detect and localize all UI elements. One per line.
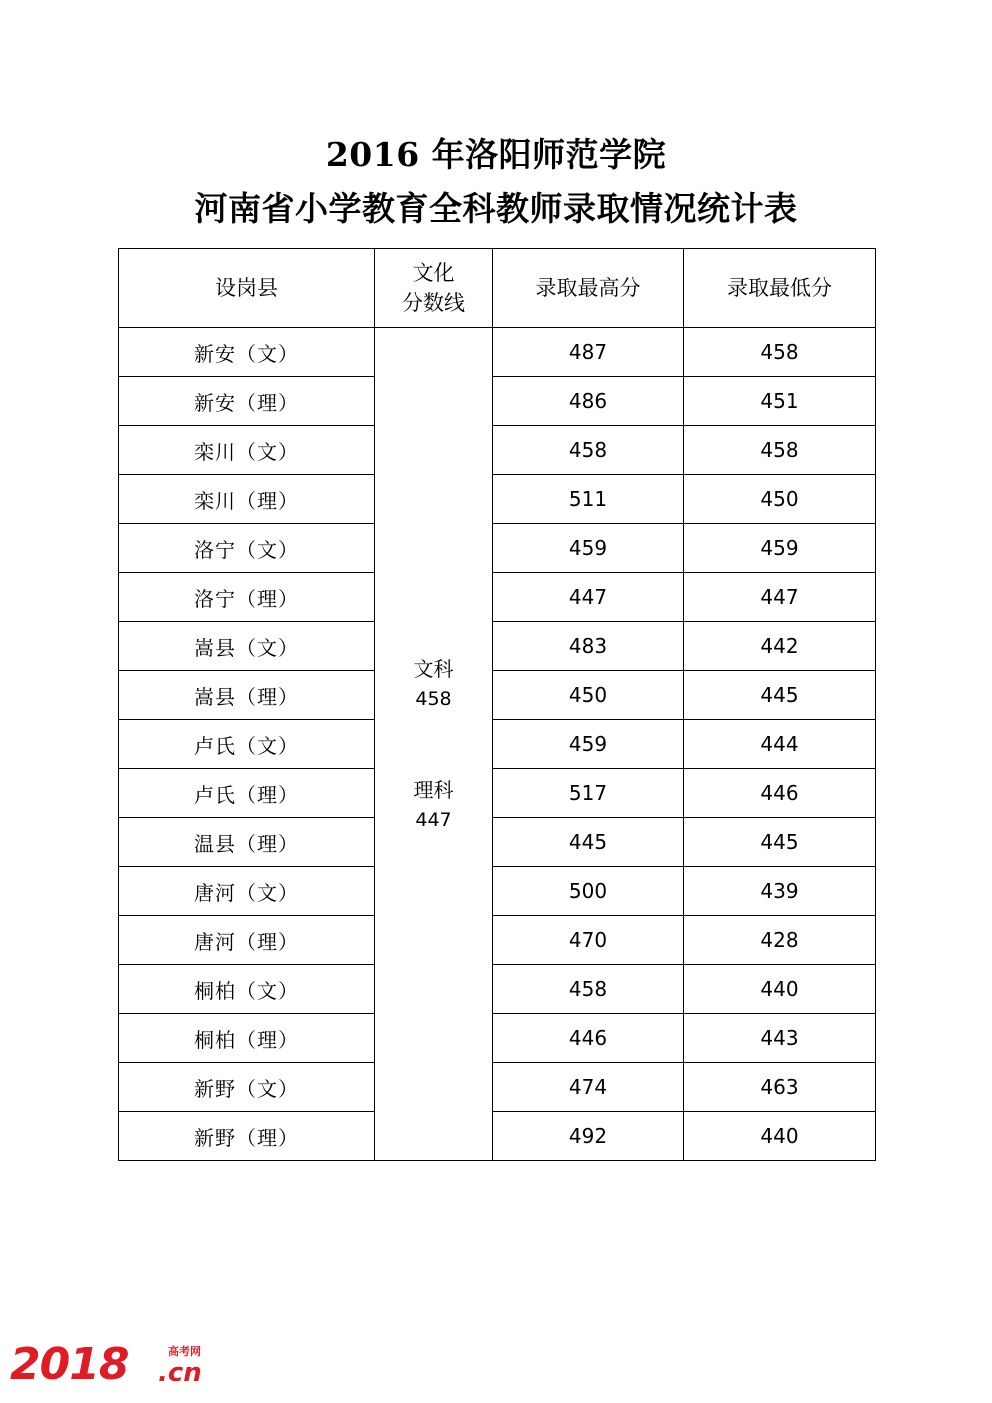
cell-max-score: 447	[493, 573, 684, 622]
cell-max-score: 445	[493, 818, 684, 867]
cell-county: 嵩县（文）	[119, 622, 375, 671]
cell-min-score: 458	[684, 426, 876, 475]
admission-stats-table	[118, 248, 876, 1161]
cell-county: 唐河（理）	[119, 916, 375, 965]
table-row	[119, 671, 876, 720]
cell-min-score: 445	[684, 671, 876, 720]
cell-county: 新安（文）	[119, 328, 375, 377]
cell-county: 嵩县（理）	[119, 671, 375, 720]
watermark-tld-text: .cn	[158, 1358, 202, 1388]
table-row	[119, 524, 876, 573]
cell-max-score: 446	[493, 1014, 684, 1063]
cell-county: 洛宁（理）	[119, 573, 375, 622]
table-row	[119, 475, 876, 524]
table-row	[119, 328, 876, 377]
table-row	[119, 916, 876, 965]
cutoff-arts-label: 文科	[413, 656, 454, 681]
cell-county: 温县（理）	[119, 818, 375, 867]
watermark-main-text: 2018	[10, 1339, 129, 1390]
cell-min-score: 451	[684, 377, 876, 426]
table-row	[119, 1063, 876, 1112]
cell-max-score: 459	[493, 720, 684, 769]
header-county: 设岗县	[119, 249, 375, 328]
cutoff-arts-value: 458	[415, 687, 452, 710]
cell-min-score: 443	[684, 1014, 876, 1063]
cell-county: 卢氏（理）	[119, 769, 375, 818]
cell-min-score: 458	[684, 328, 876, 377]
cell-county: 桐柏（理）	[119, 1014, 375, 1063]
cell-max-score: 492	[493, 1112, 684, 1161]
table-row	[119, 573, 876, 622]
cell-max-score: 517	[493, 769, 684, 818]
cell-min-score: 459	[684, 524, 876, 573]
cell-max-score: 486	[493, 377, 684, 426]
cell-max-score: 450	[493, 671, 684, 720]
cell-county: 唐河（文）	[119, 867, 375, 916]
cell-max-score: 483	[493, 622, 684, 671]
watermark-sub-text: 高考网	[168, 1345, 201, 1358]
cell-cutoff-merged	[375, 328, 493, 1161]
cell-max-score: 474	[493, 1063, 684, 1112]
table-row	[119, 965, 876, 1014]
header-min-score: 录取最低分	[684, 249, 876, 328]
cell-min-score: 440	[684, 1112, 876, 1161]
cell-max-score: 458	[493, 965, 684, 1014]
header-cutoff	[375, 249, 493, 328]
table-header-row	[119, 249, 876, 328]
cell-min-score: 442	[684, 622, 876, 671]
table-row	[119, 1014, 876, 1063]
header-cutoff-top: 文化	[412, 261, 455, 285]
header-cutoff-bottom: 分数线	[402, 291, 465, 315]
watermark-logo	[10, 1340, 220, 1390]
cell-max-score: 459	[493, 524, 684, 573]
cell-max-score: 458	[493, 426, 684, 475]
cell-max-score: 470	[493, 916, 684, 965]
cell-county: 栾川（理）	[119, 475, 375, 524]
cell-county: 新野（文）	[119, 1063, 375, 1112]
table-body	[119, 328, 876, 1161]
cutoff-spacer	[375, 714, 492, 775]
cell-county: 栾川（文）	[119, 426, 375, 475]
title-line-2: 河南省小学教育全科教师录取情况统计表	[194, 189, 798, 228]
cell-min-score: 444	[684, 720, 876, 769]
table-row	[119, 769, 876, 818]
table-row	[119, 426, 876, 475]
cutoff-science-value: 447	[415, 808, 452, 831]
cell-min-score: 440	[684, 965, 876, 1014]
cell-county: 新野（理）	[119, 1112, 375, 1161]
cell-max-score: 500	[493, 867, 684, 916]
cell-max-score: 511	[493, 475, 684, 524]
table-row	[119, 818, 876, 867]
header-max-score: 录取最高分	[493, 249, 684, 328]
cell-county: 洛宁（文）	[119, 524, 375, 573]
table-row	[119, 1112, 876, 1161]
table-row	[119, 377, 876, 426]
table-row	[119, 720, 876, 769]
cutoff-science-label: 理科	[413, 777, 454, 802]
cell-max-score: 487	[493, 328, 684, 377]
cell-min-score: 463	[684, 1063, 876, 1112]
cell-county: 卢氏（文）	[119, 720, 375, 769]
cell-min-score: 447	[684, 573, 876, 622]
cell-min-score: 446	[684, 769, 876, 818]
table-row	[119, 867, 876, 916]
table-row	[119, 622, 876, 671]
cell-county: 桐柏（文）	[119, 965, 375, 1014]
title-line-1: 2016 年洛阳师范学院	[325, 135, 667, 174]
cell-min-score: 450	[684, 475, 876, 524]
cell-county: 新安（理）	[119, 377, 375, 426]
cell-min-score: 439	[684, 867, 876, 916]
cell-min-score: 445	[684, 818, 876, 867]
cell-min-score: 428	[684, 916, 876, 965]
